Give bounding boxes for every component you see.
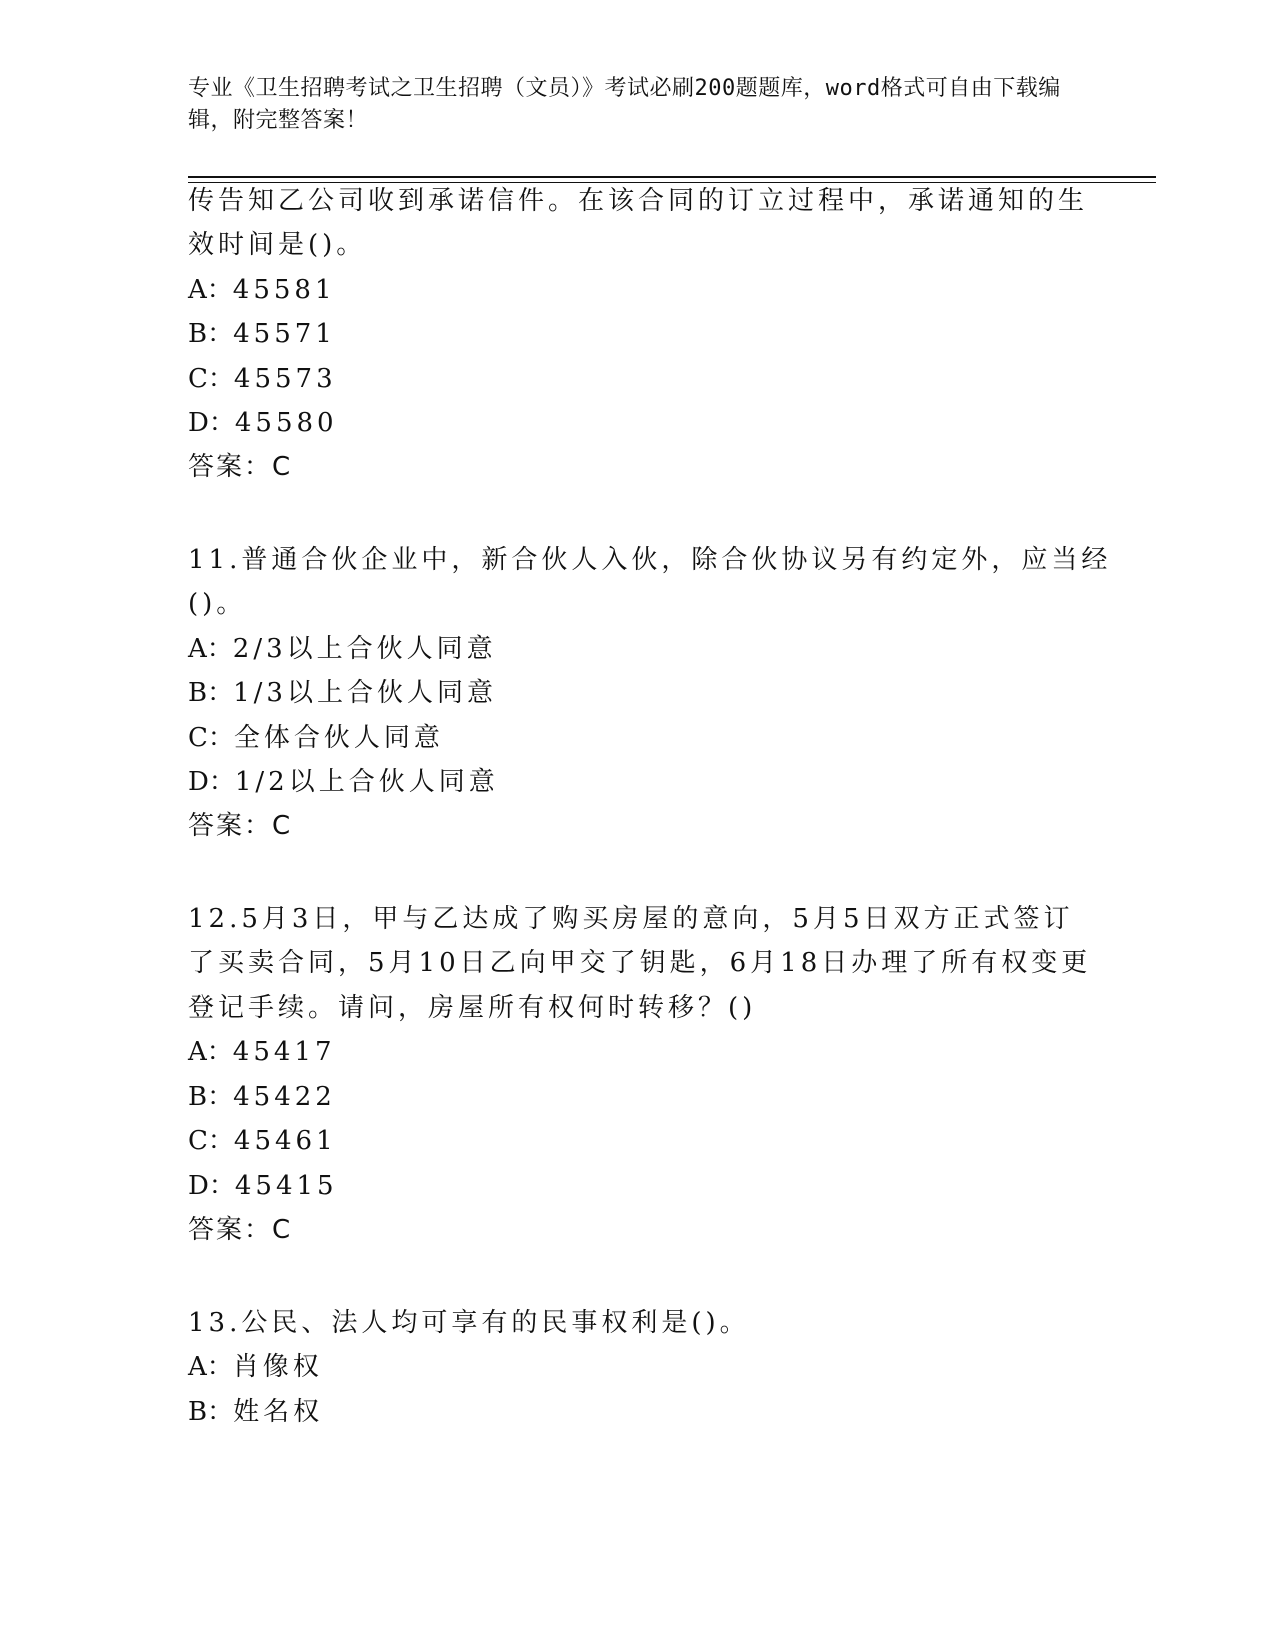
q12-stem-line1: 12.5月3日，甲与乙达成了购买房屋的意向，5月5日双方正式签订 (188, 904, 1074, 934)
option-label: D： (188, 408, 235, 438)
option-label: C： (188, 364, 234, 394)
option-label: A： (188, 1352, 233, 1382)
q10-stem-line1: 传告知乙公司收到承诺信件。在该合同的订立过程中，承诺通知的生 (188, 186, 1089, 216)
option-label: A： (188, 634, 233, 664)
option-text: 45461 (233, 1126, 337, 1156)
q13-option-a (188, 1352, 323, 1382)
option-label: A： (188, 1037, 233, 1067)
option-label: D： (188, 767, 235, 797)
option-label: C： (188, 1126, 234, 1156)
q11-option-d (188, 767, 499, 797)
q12-option-d (188, 1171, 338, 1201)
option-label: D： (188, 1171, 235, 1201)
option-text: 45573 (233, 364, 337, 394)
document-header: 专业《卫生招聘考试之卫生招聘（文员）》考试必刷200题题库，word格式可自由下载编辑，附完整答案！ (188, 76, 1061, 133)
q10-option-c (188, 364, 337, 394)
q11-answer: 答案：C (188, 811, 293, 841)
option-text: 45417 (232, 1037, 336, 1067)
option-text: 45422 (233, 1082, 336, 1112)
q12-option-b (188, 1082, 336, 1112)
option-text: 45580 (234, 408, 338, 438)
option-label: B： (188, 1082, 234, 1112)
header-divider-thin (188, 182, 1156, 183)
q11-stem-line2: ()。 (188, 589, 247, 619)
q10-option-b (188, 319, 336, 349)
q12-option-a (188, 1037, 336, 1067)
option-text: 肖像权 (232, 1352, 323, 1382)
q10-stem-line2: 效时间是()。 (188, 230, 367, 260)
q13-stem-line1: 13.公民、法人均可享有的民事权利是()。 (188, 1308, 750, 1338)
q11-option-b (188, 678, 497, 708)
header-divider-thick (188, 176, 1156, 178)
q10-option-a (188, 275, 336, 305)
option-text: 全体合伙人同意 (233, 723, 444, 753)
q11-option-c (188, 723, 444, 753)
q10-answer: 答案：C (188, 452, 293, 482)
q10-option-d (188, 408, 338, 438)
option-label: B： (188, 678, 234, 708)
q12-option-c (188, 1126, 337, 1156)
option-text: 1/3以上合伙人同意 (233, 678, 497, 708)
option-label: B： (188, 1397, 234, 1427)
q11-stem-line1: 11.普通合伙企业中，新合伙人入伙，除合伙协议另有约定外，应当经 (188, 545, 1112, 575)
option-text: 1/2以上合伙人同意 (234, 767, 499, 797)
option-text: 45581 (232, 275, 336, 305)
option-label: B： (188, 319, 234, 349)
q12-stem-line2: 了买卖合同，5月10日乙向甲交了钥匙，6月18日办理了所有权变更 (188, 948, 1092, 978)
option-label: A： (188, 275, 233, 305)
q12-answer: 答案：C (188, 1215, 293, 1245)
option-text: 姓名权 (233, 1397, 324, 1427)
option-text: 45415 (234, 1171, 338, 1201)
q13-option-b (188, 1397, 323, 1427)
q12-stem-line3: 登记手续。请问，房屋所有权何时转移？() (188, 993, 757, 1023)
option-text: 45571 (233, 319, 336, 349)
q11-option-a (188, 634, 497, 664)
option-text: 2/3以上合伙人同意 (232, 634, 497, 664)
option-label: C： (188, 723, 234, 753)
